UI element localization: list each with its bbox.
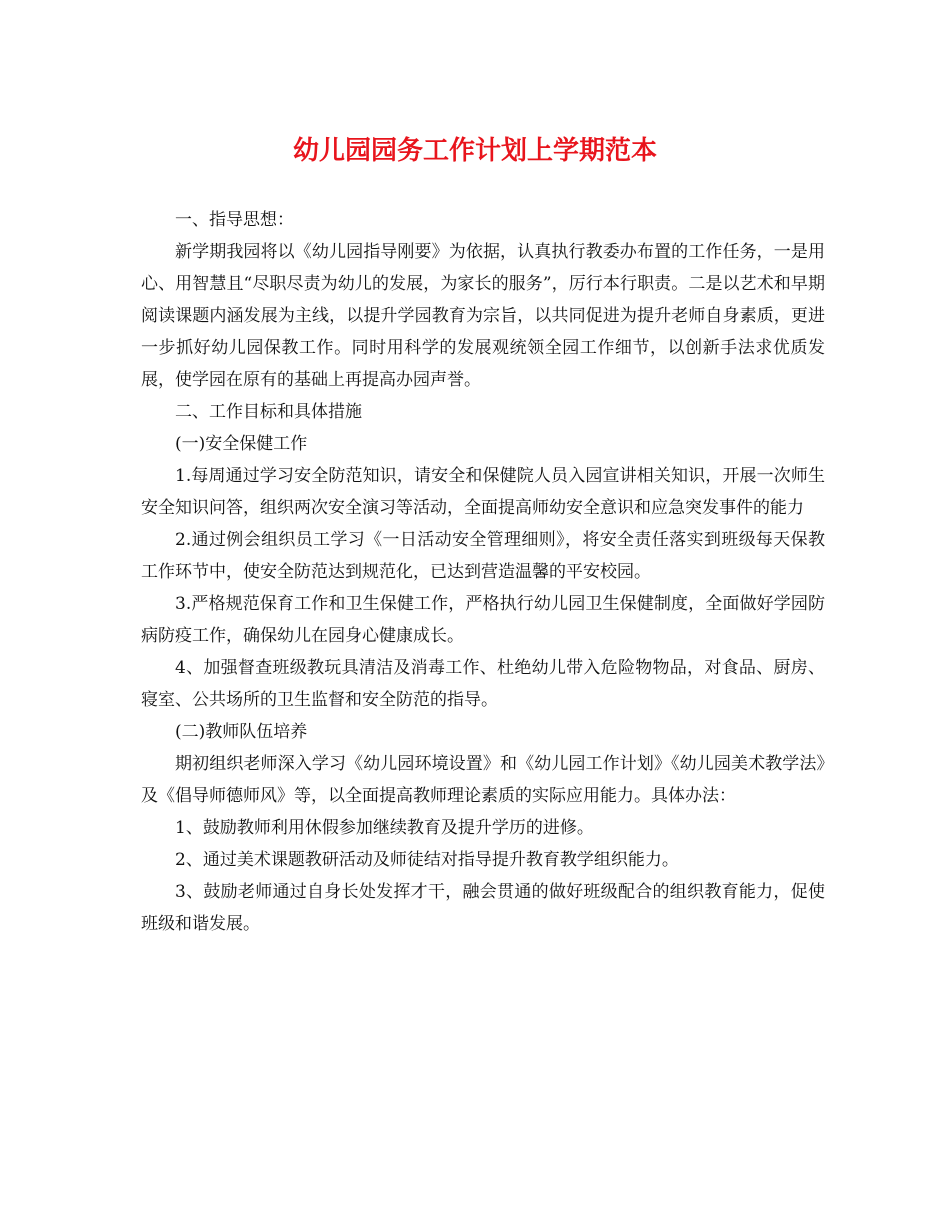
list-item-training-3: 3、鼓励老师通过自身长处发挥才干，融会贯通的做好班级配合的组织教育能力，促使班级和谐发展。 [141, 882, 825, 934]
paragraph-guiding-ideology: 新学期我园将以《幼儿园指导刚要》为依据，认真执行教委办布置的工作任务，一是用心、用智慧且“尽职尽责为幼儿的发展，为家长的服务”，厉行本行职责。二是以艺术和早期阅读课题内涵发展为主线，以提升学园教育为宗旨，以共同促进为提升老师自身素质，更进一步抓好幼儿园保教工作。同时用科学的发展观统领全园工作细节，以创新手法求优质发展，使学园在原有的基础上再提高办园声誉。 [141, 242, 825, 390]
list-item-safety-4: 4、加强督查班级教玩具清洁及消毒工作、杜绝幼儿带入危险物物品，对食品、厨房、寝室、公共场所的卫生监督和安全防范的指导。 [141, 658, 825, 710]
list-item-safety-3: 3.严格规范保育工作和卫生保健工作，严格执行幼儿园卫生保健制度，全面做好学园防病防疫工作，确保幼儿在园身心健康成长。 [141, 594, 825, 646]
section-heading-goals-measures: 二、工作目标和具体措施 [175, 402, 362, 422]
list-item-safety-2: 2.通过例会组织员工学习《一日活动安全管理细则》，将安全责任落实到班级每天保教工作环节中，使安全防范达到规范化，已达到营造温馨的平安校园。 [141, 530, 825, 582]
document-title: 幼儿园园务工作计划上学期范本 [292, 136, 657, 166]
document-body [141, 204, 825, 940]
section-heading-guiding-ideology: 一、指导思想： [175, 210, 294, 230]
list-item-safety-1: 1.每周通过学习安全防范知识，请安全和保健院人员入园宣讲相关知识，开展一次师生安全知识问答，组织两次安全演习等活动，全面提高师幼安全意识和应急突发事件的能力 [141, 466, 825, 518]
subsection-heading-teacher-training: (二)教师队伍培养 [175, 722, 308, 742]
paragraph-teacher-training: 期初组织老师深入学习《幼儿园环境设置》和《幼儿园工作计划》《幼儿园美术教学法》及《倡导师德师风》等，以全面提高教师理论素质的实际应用能力。具体办法： [141, 754, 825, 806]
list-item-training-2: 2、通过美术课题教研活动及师徒结对指导提升教育教学组织能力。 [175, 850, 679, 870]
subsection-heading-safety-health: (一)安全保健工作 [175, 434, 308, 454]
list-item-training-1: 1、鼓励教师利用休假参加继续教育及提升学历的进修。 [175, 818, 594, 838]
